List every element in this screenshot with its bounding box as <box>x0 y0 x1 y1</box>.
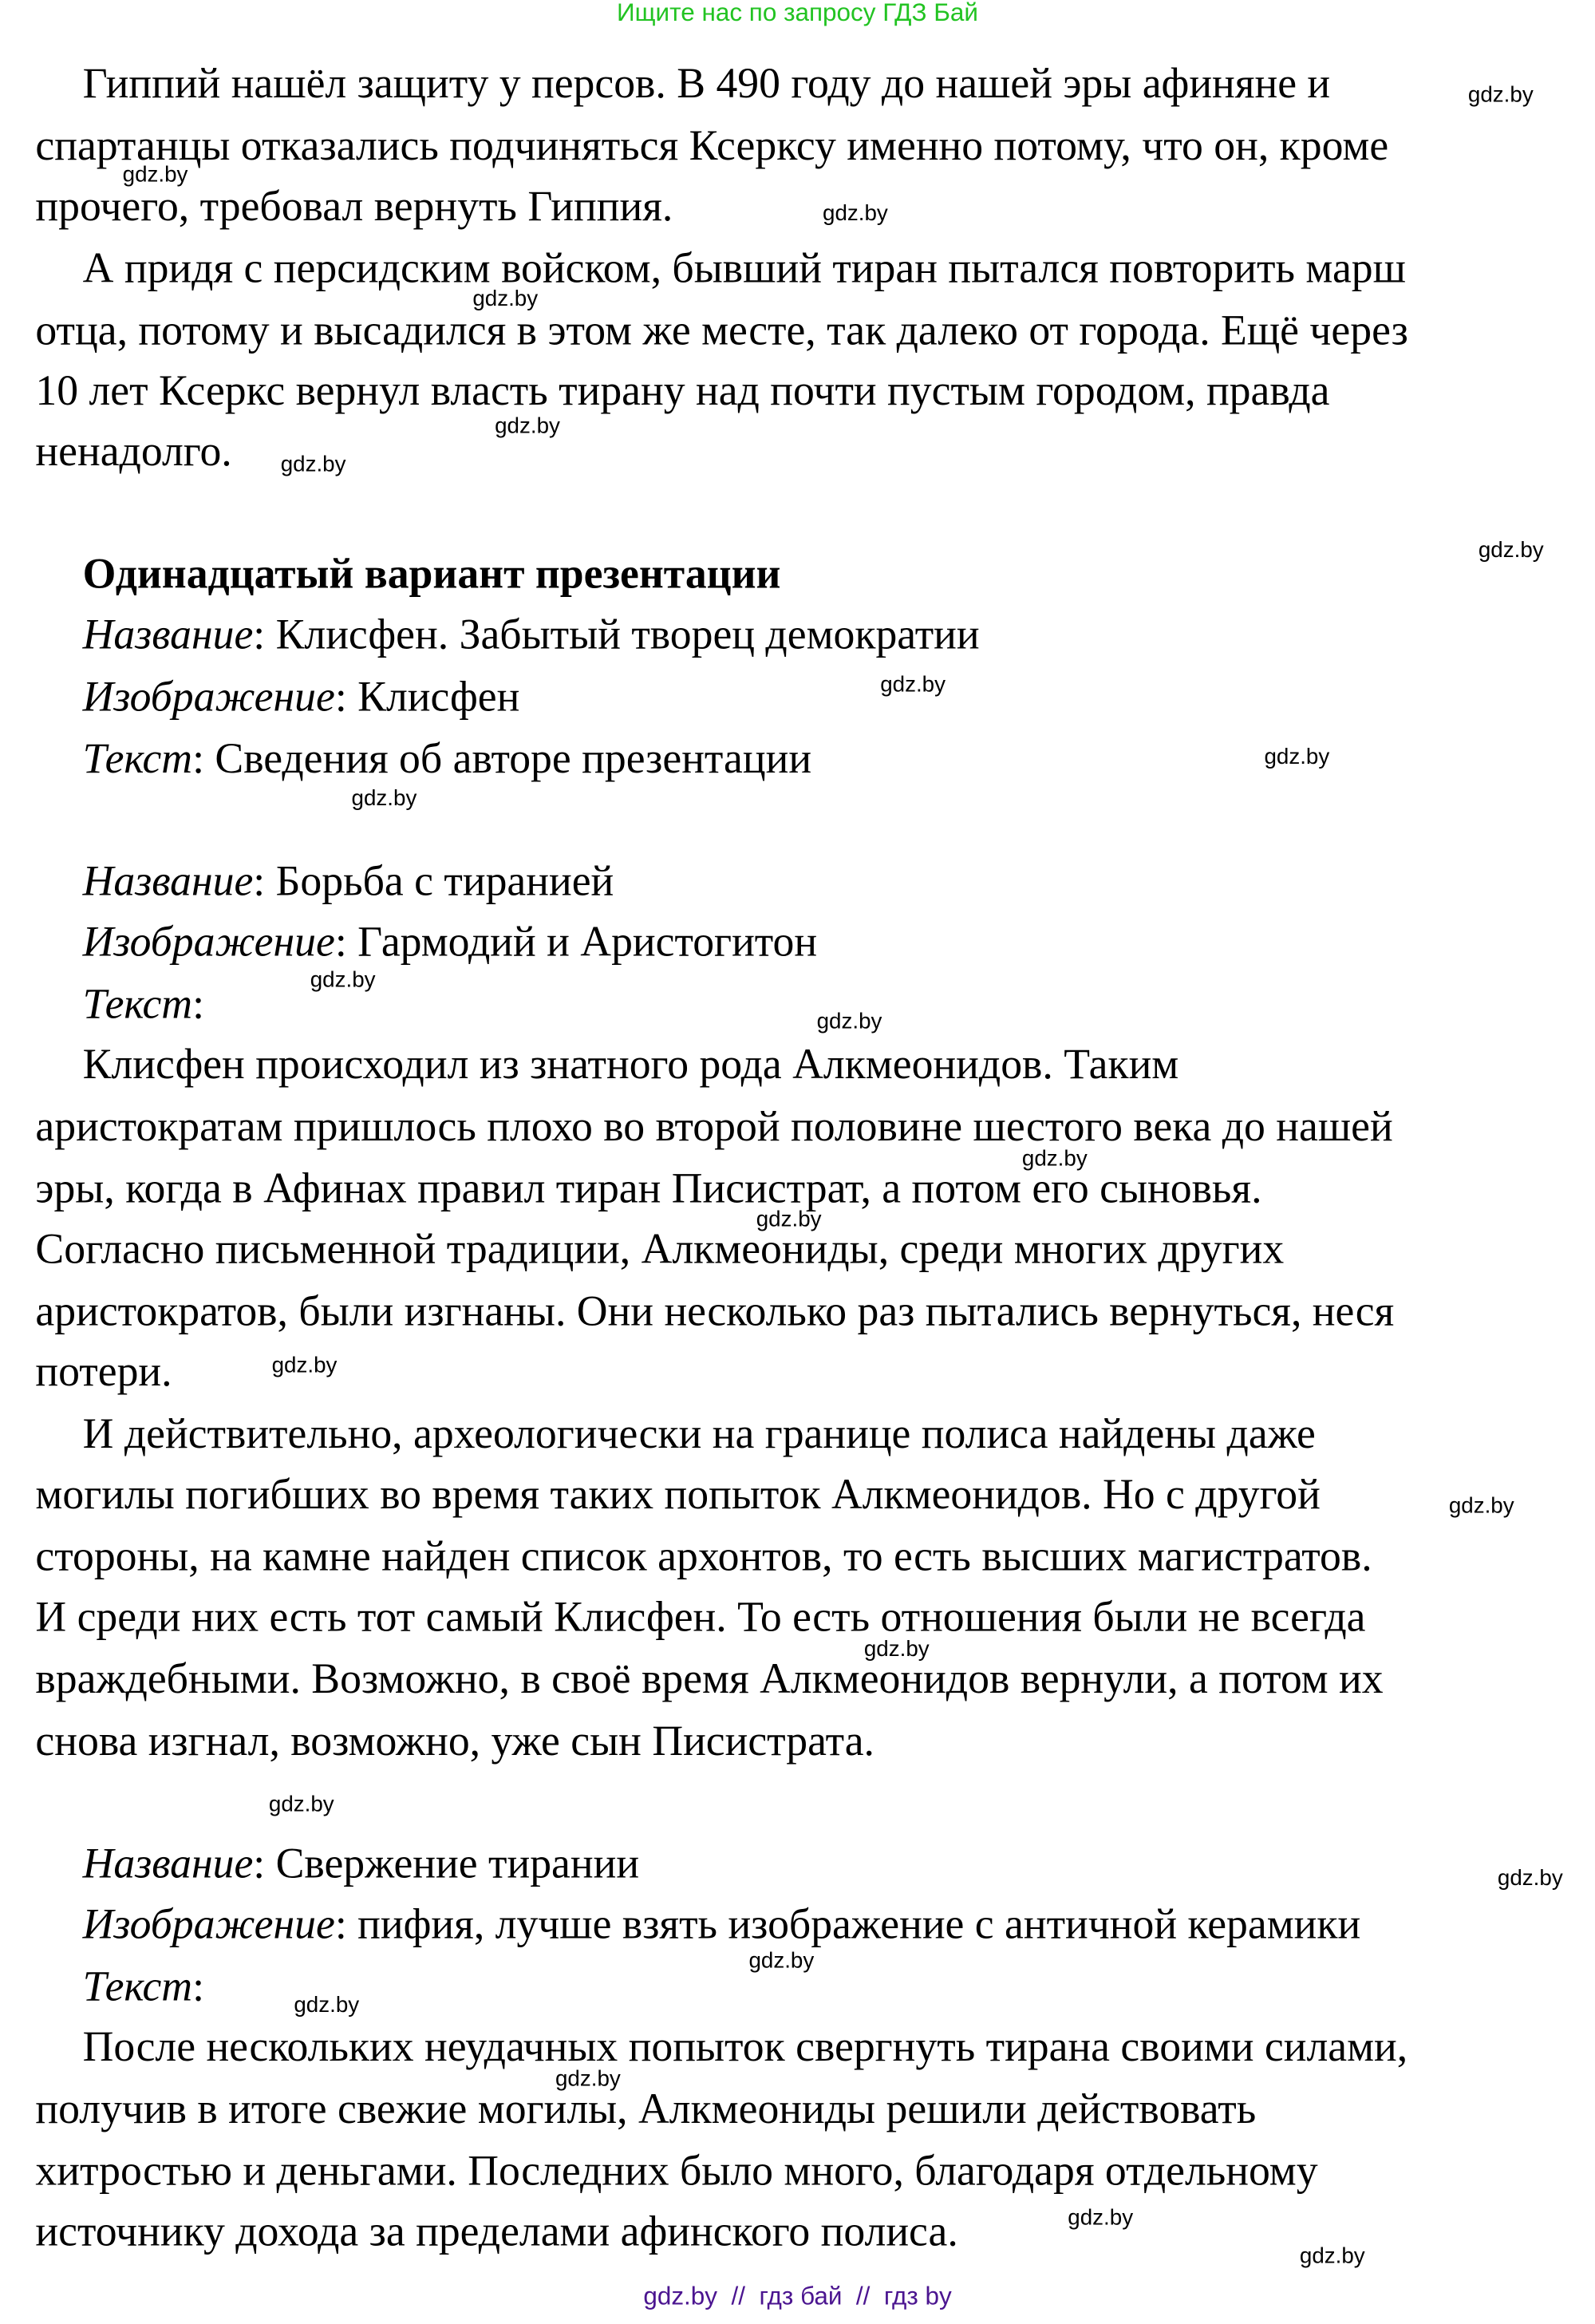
paragraph-line: спартанцы отказались подчиняться Ксерксу именно потому, что он, кроме <box>35 122 1389 170</box>
paragraph-line: отца, потому и высадился в этом же месте, так далеко от города. Ещё через <box>35 307 1408 355</box>
watermark: gdz.by <box>880 672 946 698</box>
watermark: gdz.by <box>555 2066 621 2093</box>
watermark: gdz.by <box>1299 2243 1365 2270</box>
slide-title <box>83 609 980 662</box>
label: Изображение <box>82 1901 335 1949</box>
watermark: gdz.by <box>823 200 888 227</box>
label: Текст <box>82 1962 193 2011</box>
footer-links: gdz.by // гдз бай // гдз by <box>643 2282 952 2310</box>
paragraph-line: 10 лет Ксеркс вернул власть тирану над почти пустым городом, правда <box>35 367 1330 416</box>
watermark: gdz.by <box>280 452 346 477</box>
slide-text <box>83 978 204 1031</box>
paragraph-line: аристократов, были изгнаны. Они несколько раз пытались вернуться, неся <box>35 1288 1395 1336</box>
paragraph-line: Гиппий нашёл защиту у персов. В 490 году до нашей эры афиняне и <box>82 60 1331 109</box>
watermark: gdz.by <box>268 1792 334 1817</box>
paragraph-line: После нескольких неудачных попыток свергнуть тирана своими силами, <box>82 2023 1408 2072</box>
watermark: gdz.by <box>1467 82 1534 109</box>
watermark: gdz.by <box>472 287 539 312</box>
header-banner: Ищите нас по запросу ГДЗ Бай <box>617 0 978 27</box>
watermark: gdz.by <box>294 1992 360 2018</box>
value: : Клисфен <box>334 674 520 721</box>
watermark: gdz.by <box>351 785 417 812</box>
value: : Сведения об авторе презентации <box>192 735 812 784</box>
paragraph-line: хитростью и деньгами. Последних было много, благодаря отдельному <box>35 2148 1318 2196</box>
paragraph-line: снова изгнал, возможно, уже сын Писистрата. <box>35 1717 874 1765</box>
slide-image <box>83 916 817 970</box>
slide-image <box>83 1899 1361 1952</box>
watermark: gdz.by <box>1497 1865 1563 1891</box>
label: Название <box>82 858 254 906</box>
paragraph-line: прочего, требовал вернуть Гиппия. <box>35 183 673 231</box>
watermark: gdz.by <box>756 1207 822 1232</box>
watermark: gdz.by <box>1068 2205 1134 2231</box>
paragraph-line: И среди них есть тот самый Клисфен. То есть отношения были не всегда <box>35 1594 1366 1642</box>
paragraph-line: стороны, на камне найден список архонтов, то есть высших магистратов. <box>35 1533 1372 1581</box>
value: : <box>192 1962 204 2011</box>
watermark: gdz.by <box>1021 1146 1088 1172</box>
label: Название <box>82 611 254 659</box>
section-heading: Одинадцатый вариант презентации <box>82 551 781 599</box>
value: : Гармодий и Аристогитон <box>334 919 818 966</box>
watermark: gdz.by <box>863 1636 930 1662</box>
label: Изображение <box>82 674 335 721</box>
watermark: gdz.by <box>748 1948 815 1974</box>
paragraph-line: аристократам пришлось плохо во второй половине шестого века до нашей <box>35 1103 1393 1151</box>
paragraph-line: Согласно письменной традиции, Алкмеониды, среди многих других <box>35 1226 1285 1274</box>
value: : Клисфен. Забытый творец демократии <box>253 611 980 659</box>
label: Изображение <box>82 919 335 966</box>
value: : пифия, лучше взять изображение с античной керамики <box>334 1901 1361 1949</box>
paragraph-line: враждебными. Возможно, в своё время Алкмеонидов вернули, а потом их <box>35 1655 1384 1704</box>
paragraph-line: получив в итоге свежие могилы, Алкмеониды решили действовать <box>35 2085 1257 2133</box>
watermark: gdz.by <box>1478 537 1544 563</box>
watermark: gdz.by <box>310 967 376 993</box>
label: Название <box>82 1840 254 1888</box>
slide-text <box>83 1960 204 2014</box>
slide-title <box>83 1838 639 1891</box>
watermark: gdz.by <box>271 1353 338 1378</box>
paragraph-line: Клисфен происходил из знатного рода Алкмеонидов. Таким <box>82 1041 1179 1089</box>
slide-title <box>83 856 614 909</box>
value: : Борьба с тиранией <box>253 858 614 906</box>
paragraph-line: И действительно, археологически на границе полиса найдены даже <box>82 1410 1316 1458</box>
slide-image <box>83 670 520 724</box>
paragraph-line: А придя с персидским войском, бывший тиран пытался повторить марш <box>82 245 1406 293</box>
watermark: gdz.by <box>1448 1493 1514 1519</box>
watermark: gdz.by <box>816 1009 882 1034</box>
value: : <box>192 981 204 1029</box>
paragraph-line: источнику дохода за пределами афинского полиса. <box>35 2208 958 2256</box>
paragraph-line: эры, когда в Афинах правил тиран Писистрат, а потом его сыновья. <box>35 1165 1262 1213</box>
watermark: gdz.by <box>495 413 560 439</box>
watermark: gdz.by <box>1264 744 1330 770</box>
paragraph-line: ненадолго. <box>35 428 232 476</box>
paragraph-line: могилы погибших во время таких попыток Алкмеонидов. Но с другой <box>35 1471 1321 1519</box>
paragraph-line: потери. <box>35 1348 172 1397</box>
watermark: gdz.by <box>122 162 188 188</box>
value: : Свержение тирании <box>253 1840 640 1888</box>
slide-text <box>83 733 811 786</box>
label: Текст <box>82 981 193 1029</box>
label: Текст <box>82 735 193 784</box>
